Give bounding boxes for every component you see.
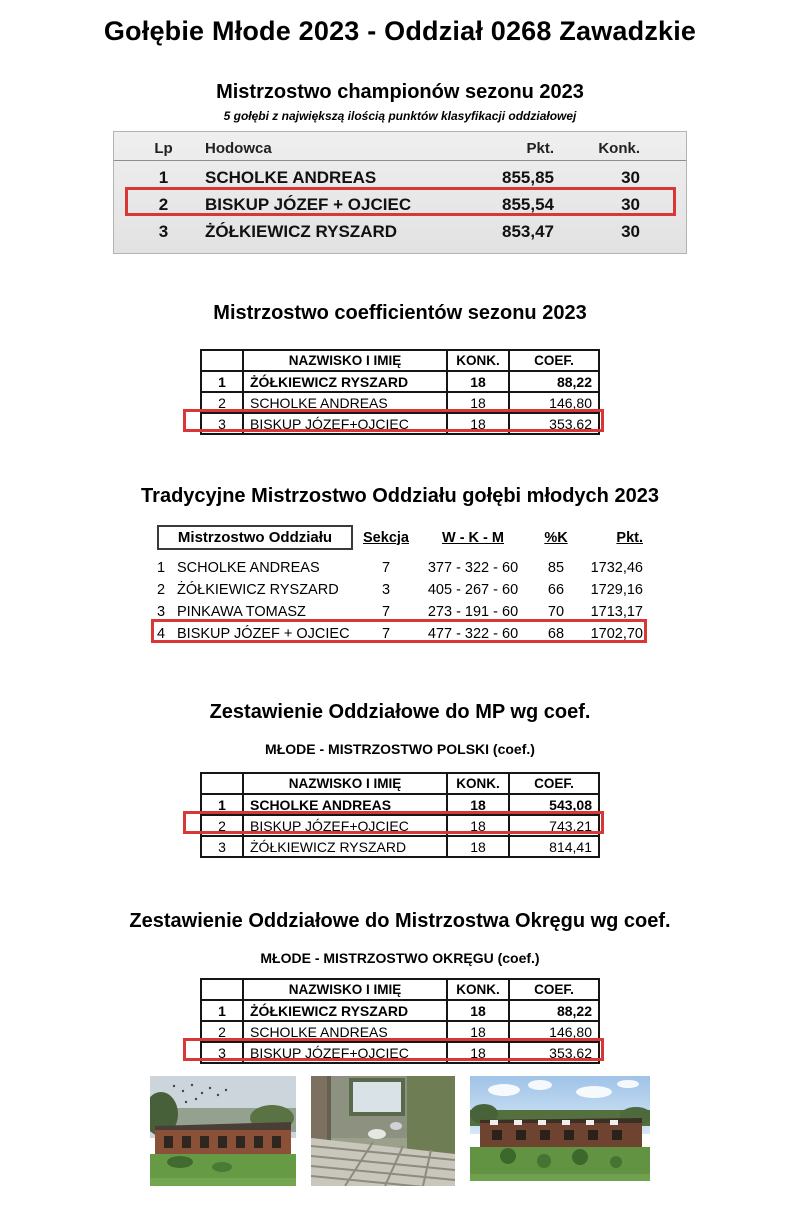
cell-name: BISKUP JÓZEF + OJCIEC — [205, 194, 412, 214]
cell-wkm: 405 - 267 - 60 — [427, 582, 519, 598]
cell-lp: 3 — [201, 1042, 243, 1063]
header-lp: Lp — [154, 140, 173, 157]
cell-name: ŻÓŁKIEWICZ RYSZARD — [243, 1000, 447, 1021]
cell-lp: 1 — [158, 167, 169, 187]
cell-lp: 1 — [157, 560, 166, 576]
table-row — [201, 1000, 599, 1021]
table-row — [201, 794, 599, 815]
cell-wkm: 477 - 322 - 60 — [427, 626, 519, 642]
cell-lp: 2 — [201, 1021, 243, 1042]
cell-sekcja: 7 — [381, 604, 391, 620]
cell-konk: 30 — [621, 167, 640, 187]
cell-name: SCHOLKE ANDREAS — [205, 167, 377, 187]
photo-strip — [0, 1076, 800, 1186]
cell-name: BISKUP JÓZEF+OJCIEC — [243, 815, 447, 836]
cell-name: ŻÓŁKIEWICZ RYSZARD — [205, 221, 398, 241]
cell-coef: 543,08 — [509, 794, 599, 815]
cell-name: BISKUP JÓZEF + OJCIEC — [177, 626, 350, 642]
table-row — [157, 557, 643, 579]
cell-konk: 18 — [447, 371, 509, 392]
header-name: NAZWISKO I IMIĘ — [243, 350, 447, 371]
table-row-highlighted — [114, 191, 686, 218]
header-coef: COEF. — [509, 350, 599, 371]
mp-table-wrap — [200, 772, 600, 858]
cell-konk: 30 — [621, 221, 640, 241]
cell-konk: 18 — [447, 392, 509, 413]
header-sekcja: Sekcja — [363, 529, 409, 546]
header-konk: Konk. — [598, 140, 640, 157]
cell-lp: 1 — [201, 1000, 243, 1021]
cell-konk: 18 — [447, 794, 509, 815]
header-name: NAZWISKO I IMIĘ — [243, 773, 447, 794]
tradycyjne-table — [157, 525, 643, 645]
okreg-table — [200, 978, 600, 1064]
table-row — [114, 164, 686, 191]
cell-lp: 3 — [157, 604, 166, 620]
cell-lp: 2 — [157, 582, 166, 598]
tradycyjne-table-wrap — [157, 525, 643, 645]
cell-lp: 3 — [158, 221, 169, 241]
header-empty — [201, 773, 243, 794]
cell-lp: 1 — [201, 794, 243, 815]
cell-name: ŻÓŁKIEWICZ RYSZARD — [243, 836, 447, 857]
cell-pk: 85 — [547, 560, 565, 576]
header-empty — [201, 350, 243, 371]
cell-coef: 743,21 — [509, 815, 599, 836]
cell-name: BISKUP JÓZEF+OJCIEC — [243, 1042, 447, 1063]
cell-pkt: 853,47 — [502, 221, 554, 241]
cell-konk: 18 — [447, 1000, 509, 1021]
loft-row-photo — [470, 1076, 650, 1181]
cell-name: SCHOLKE ANDREAS — [177, 560, 320, 576]
champions-subtitle: 5 gołębi z największą ilością punktów klasyfikacji oddziałowej — [223, 109, 577, 123]
cell-sekcja: 7 — [381, 626, 391, 642]
okreg-table-wrap — [200, 978, 600, 1064]
table-row — [114, 218, 686, 245]
header-coef: COEF. — [509, 773, 599, 794]
table-row — [157, 601, 643, 623]
cell-wkm: 377 - 322 - 60 — [427, 560, 519, 576]
header-name-box — [157, 525, 362, 550]
header-konk: KONK. — [447, 773, 509, 794]
cell-coef: 353,62 — [509, 413, 599, 434]
cell-pkt: 855,85 — [502, 167, 554, 187]
header-row — [201, 350, 599, 371]
section-tradycyjne — [0, 485, 800, 645]
header-row — [114, 137, 686, 161]
cell-name: SCHOLKE ANDREAS — [243, 794, 447, 815]
cell-coef: 814,41 — [509, 836, 599, 857]
cell-pkt: 1729,16 — [590, 582, 643, 598]
coef-title: Mistrzostwo coefficientów sezonu 2023 — [213, 302, 587, 324]
mp-subtitle: MŁODE - MISTRZOSTWO POLSKI (coef.) — [265, 741, 535, 757]
table-row — [201, 392, 599, 413]
cell-konk: 18 — [447, 1021, 509, 1042]
table-row-highlighted — [201, 413, 599, 434]
table-row — [201, 1021, 599, 1042]
cell-lp: 1 — [201, 371, 243, 392]
cell-lp: 2 — [201, 815, 243, 836]
cell-lp: 2 — [158, 194, 169, 214]
cell-lp: 3 — [201, 836, 243, 857]
cell-coef: 88,22 — [509, 371, 599, 392]
cell-name: ŻÓŁKIEWICZ RYSZARD — [177, 582, 339, 598]
cell-lp: 2 — [201, 392, 243, 413]
cell-pk: 66 — [547, 582, 565, 598]
loft-interior-photo — [311, 1076, 455, 1186]
cell-konk: 30 — [621, 194, 640, 214]
cell-pkt: 855,54 — [502, 194, 554, 214]
cell-coef: 353,62 — [509, 1042, 599, 1063]
cell-konk: 18 — [447, 815, 509, 836]
section-coef — [0, 302, 800, 435]
mp-table — [200, 772, 600, 858]
cell-konk: 18 — [447, 836, 509, 857]
section-okreg — [0, 910, 800, 1064]
header-wkm: W - K - M — [441, 529, 504, 546]
header-coef: COEF. — [509, 979, 599, 1000]
cell-name: ŻÓŁKIEWICZ RYSZARD — [243, 371, 447, 392]
header-row — [157, 525, 643, 550]
cell-coef: 146,80 — [509, 392, 599, 413]
header-konk: KONK. — [447, 979, 509, 1000]
header-konk: KONK. — [447, 350, 509, 371]
page-title: Gołębie Młode 2023 - Oddział 0268 Zawadzkie — [103, 16, 697, 46]
cell-sekcja: 3 — [381, 582, 391, 598]
header-pkt: Pkt. — [526, 140, 554, 157]
cell-coef: 146,80 — [509, 1021, 599, 1042]
table-row — [201, 371, 599, 392]
coef-table-wrap — [200, 349, 600, 435]
header-empty — [201, 979, 243, 1000]
cell-konk: 18 — [447, 1042, 509, 1063]
cell-pk: 70 — [547, 604, 565, 620]
loft-exterior-photo — [150, 1076, 296, 1186]
champions-table-wrap — [113, 131, 687, 254]
section-mp — [0, 701, 800, 858]
header-name: NAZWISKO I IMIĘ — [243, 979, 447, 1000]
header-row — [201, 773, 599, 794]
cell-name: SCHOLKE ANDREAS — [243, 1021, 447, 1042]
cell-name: BISKUP JÓZEF+OJCIEC — [243, 413, 447, 434]
cell-konk: 18 — [447, 413, 509, 434]
table-row — [201, 836, 599, 857]
mp-title: Zestawienie Oddziałowe do MP wg coef. — [209, 701, 591, 723]
mistrzostwo-oddzialu-label: Mistrzostwo Oddziału — [157, 525, 353, 550]
cell-name: PINKAWA TOMASZ — [177, 604, 306, 620]
table-row-highlighted — [201, 815, 599, 836]
cell-pkt: 1702,70 — [590, 626, 643, 642]
cell-lp: 4 — [157, 626, 166, 642]
cell-pkt: 1713,17 — [590, 604, 643, 620]
okreg-title: Zestawienie Oddziałowe do Mistrzostwa Okręgu wg coef. — [129, 910, 671, 932]
cell-wkm: 273 - 191 - 60 — [427, 604, 519, 620]
header-name: Hodowca — [205, 140, 272, 157]
header-pkt: Pkt. — [616, 529, 643, 546]
table-row — [157, 579, 643, 601]
table-row-highlighted — [157, 623, 643, 645]
section-champions — [0, 81, 800, 254]
okreg-subtitle: MŁODE - MISTRZOSTWO OKRĘGU (coef.) — [260, 950, 540, 966]
cell-sekcja: 7 — [381, 560, 391, 576]
table-row-highlighted — [201, 1042, 599, 1063]
cell-lp: 3 — [201, 413, 243, 434]
champions-table — [113, 131, 687, 254]
header-row — [201, 979, 599, 1000]
tradycyjne-title: Tradycyjne Mistrzostwo Oddziału gołębi młodych 2023 — [141, 485, 659, 507]
cell-pk: 68 — [547, 626, 565, 642]
header-pk: %K — [544, 529, 568, 546]
cell-pkt: 1732,46 — [590, 560, 643, 576]
coef-table — [200, 349, 600, 435]
champions-title: Mistrzostwo championów sezonu 2023 — [216, 81, 584, 103]
cell-name: SCHOLKE ANDREAS — [243, 392, 447, 413]
cell-coef: 88,22 — [509, 1000, 599, 1021]
